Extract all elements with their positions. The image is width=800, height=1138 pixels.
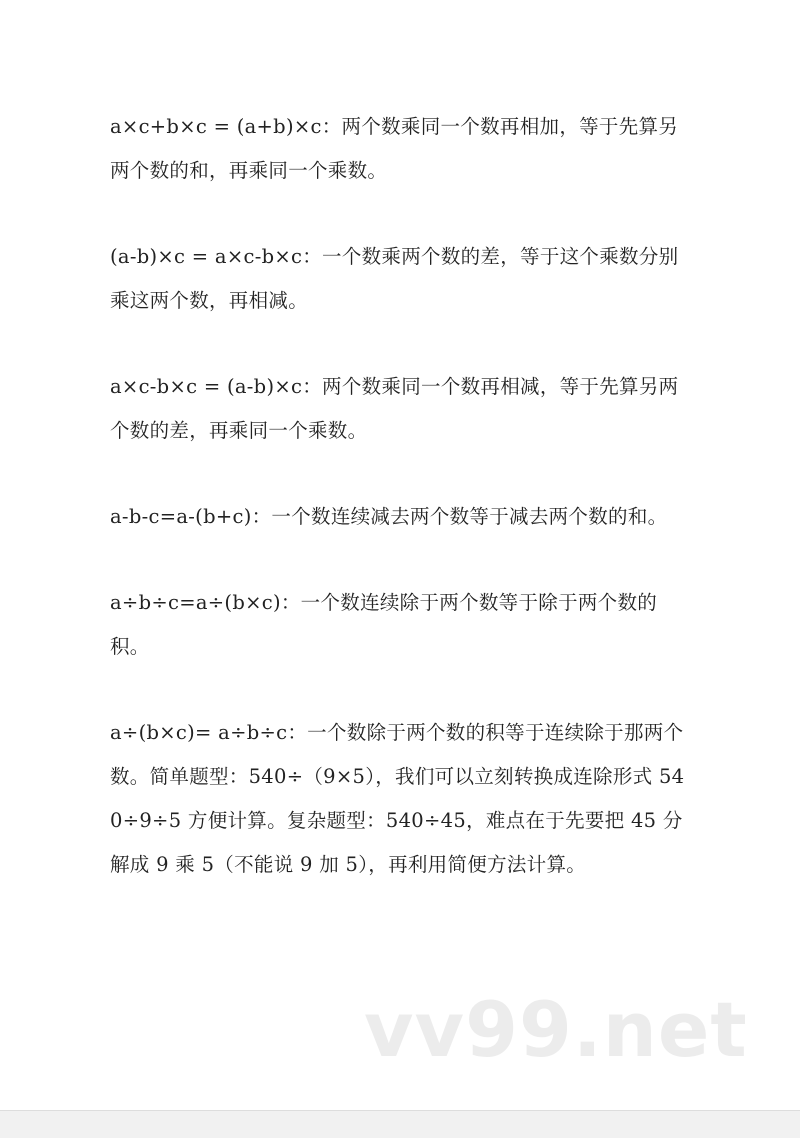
paragraph-distributive-subtract-factor: a×c-b×c = (a-b)×c：两个数乘同一个数再相减，等于先算另两个数的差，再乘同一个乘数。 [110, 375, 679, 442]
watermark: vv99.net [364, 985, 748, 1074]
paragraph-distributive-add: a×c+b×c = (a+b)×c：两个数乘同一个数再相加，等于先算另两个数的和，再乘同一个乘数。 [110, 115, 679, 182]
paragraph-distributive-subtract-expand: (a-b)×c = a×c-b×c：一个数乘两个数的差，等于这个乘数分别乘这两个数，再相减。 [110, 245, 679, 312]
paragraph-division-property: a÷b÷c=a÷(b×c)：一个数连续除于两个数等于除于两个数的积。 [110, 591, 658, 658]
document-body [110, 105, 690, 929]
page-bottom-bar [0, 1110, 800, 1138]
paragraph-subtraction-property: a-b-c=a-(b+c)：一个数连续减去两个数等于减去两个数的和。 [110, 505, 668, 528]
paragraph-division-examples: a÷(b×c)= a÷b÷c：一个数除于两个数的积等于连续除于那两个数。简单题型：540÷（9×5），我们可以立刻转换成连除形式 540÷9÷5 方便计算。复杂题型：540÷45，难点在于先要把 45 分解成 9 乘 5（不能说 9 加 5），再利用简便方法计算。 [110, 721, 685, 876]
